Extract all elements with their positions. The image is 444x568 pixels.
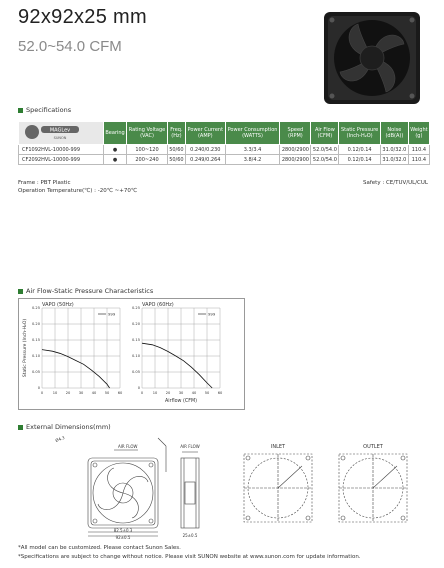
y-tick-label: 0.25 <box>131 306 140 311</box>
air-flow-label-side: AIR FLOW <box>180 444 200 449</box>
x-tick-label: 60 <box>117 391 123 395</box>
x-tick-label: 50 <box>104 391 110 395</box>
y-tick-label: 0.15 <box>31 338 40 343</box>
footer-spec-note: *Specifications are subject to change without notice. Please visit SUNON website at www.sunon.com for update information. <box>18 554 361 560</box>
col-noise: Noise (dB(A)) <box>380 122 408 145</box>
inlet-label: INLET <box>270 444 286 450</box>
y-tick-label: 0.10 <box>31 354 40 359</box>
dim-hole-dia-label: Ø4.3 <box>54 434 66 443</box>
y-tick-label: 0.10 <box>131 354 140 359</box>
y-tick-label: 0.05 <box>131 370 140 375</box>
inlet-drawing <box>244 454 312 522</box>
section-marker-icon <box>18 425 23 430</box>
page-title: 92x92x25 mm <box>18 6 147 28</box>
x-tick-label: 50 <box>204 391 210 395</box>
x-tick-label: 60 <box>217 391 223 395</box>
specifications-table <box>18 121 430 165</box>
operation-temp-note: Operation Temperature(℃) : -20℃ ~+70℃ <box>18 188 138 194</box>
dimensions-heading: External Dimensions(mm) <box>18 423 111 431</box>
maglev-logo <box>19 122 104 145</box>
front-view-drawing <box>88 438 166 536</box>
legend-label: 999 <box>208 311 216 317</box>
col-freq: Freq. (Hz) <box>167 122 185 145</box>
airflow-pressure-charts <box>18 298 244 410</box>
y-tick-label: 0.20 <box>131 322 140 327</box>
y-tick-label: 0.20 <box>31 322 40 327</box>
page-subtitle: 52.0~54.0 CFM <box>18 38 122 55</box>
col-airflow: Air Flow (CFM) <box>311 122 339 145</box>
svg-text:MAGLev: MAGLev <box>49 127 71 134</box>
x-axis-label: Airflow (CFM) <box>165 399 197 404</box>
y-tick-label: 0.05 <box>31 370 40 375</box>
external-dimensions-drawing <box>18 432 430 540</box>
y-tick-label: 0 <box>137 386 140 391</box>
section-marker-icon <box>18 108 23 113</box>
x-tick-label: 30 <box>78 391 84 395</box>
x-tick-label: 20 <box>65 391 71 395</box>
y-tick-label: 0 <box>37 386 40 391</box>
col-speed: Speed (RPM) <box>280 122 311 145</box>
legend-label: 999 <box>108 311 116 317</box>
col-weight: Weight (g) <box>408 122 429 145</box>
outlet-drawing <box>339 454 407 522</box>
fan-product-image <box>318 8 428 110</box>
col-voltage: Rating Voltage (VAC) <box>127 122 168 145</box>
x-tick-label: 10 <box>152 391 158 395</box>
x-tick-label: 20 <box>165 391 171 395</box>
y-tick-label: 0.25 <box>31 306 40 311</box>
svg-text:SUNON: SUNON <box>53 136 67 140</box>
table-header-row <box>19 122 430 145</box>
safety-note: Safety : CE/TUV/UL/CUL <box>363 180 428 186</box>
x-tick-label: 0 <box>40 391 44 395</box>
chart-title: VAPO (50Hz) <box>42 302 74 308</box>
dim-depth-label: 25±0.5 <box>182 533 198 538</box>
col-power: Power Consumption (WATTS) <box>225 122 280 145</box>
x-tick-label: 30 <box>178 391 184 395</box>
x-tick-label: 40 <box>191 391 197 395</box>
side-view-drawing <box>181 458 199 528</box>
table-row: CF1092HVL-10000-999 ● 100~120 50/60 0.240/0.230 3.3/3.4 2800/2900 52.0/54.0 0.12/0.14 31.0/32.0 110.4 <box>19 145 430 155</box>
series-line <box>142 343 212 388</box>
col-bearing: Bearing <box>104 122 127 145</box>
air-flow-label-front: AIR FLOW <box>118 444 138 449</box>
x-tick-label: 40 <box>91 391 97 395</box>
chart-title: VAPO (60Hz) <box>142 302 174 308</box>
col-current: Power Current (AMP) <box>185 122 225 145</box>
table-row: CF2092HVL-10000-999 ● 200~240 50/60 0.249/0.264 3.8/4.2 2800/2900 52.0/54.0 0.12/0.14 31.0/32.0 110.4 <box>19 155 430 165</box>
x-tick-label: 0 <box>140 391 144 395</box>
footer-custom-note: *All model can be customized. Please contact Sunon Sales. <box>18 545 181 551</box>
outlet-label: OUTLET <box>363 444 383 450</box>
dim-width-label: 92±0.5 <box>115 535 131 540</box>
x-tick-label: 10 <box>52 391 58 395</box>
frame-note: Frame : PBT Plastic <box>18 180 71 186</box>
airflow-heading: Air Flow-Static Pressure Characteristics <box>18 287 153 295</box>
series-line <box>42 350 110 388</box>
y-tick-label: 0.15 <box>131 338 140 343</box>
dim-hole-spacing-label: 82.5±0.3 <box>113 528 133 533</box>
section-marker-icon <box>18 289 23 294</box>
specifications-heading: Specifications <box>18 106 71 114</box>
y-axis-label: Static Pressure (Inch-H₂O) <box>23 318 28 378</box>
col-pressure: Static Pressure (Inch-H₂O) <box>339 122 381 145</box>
